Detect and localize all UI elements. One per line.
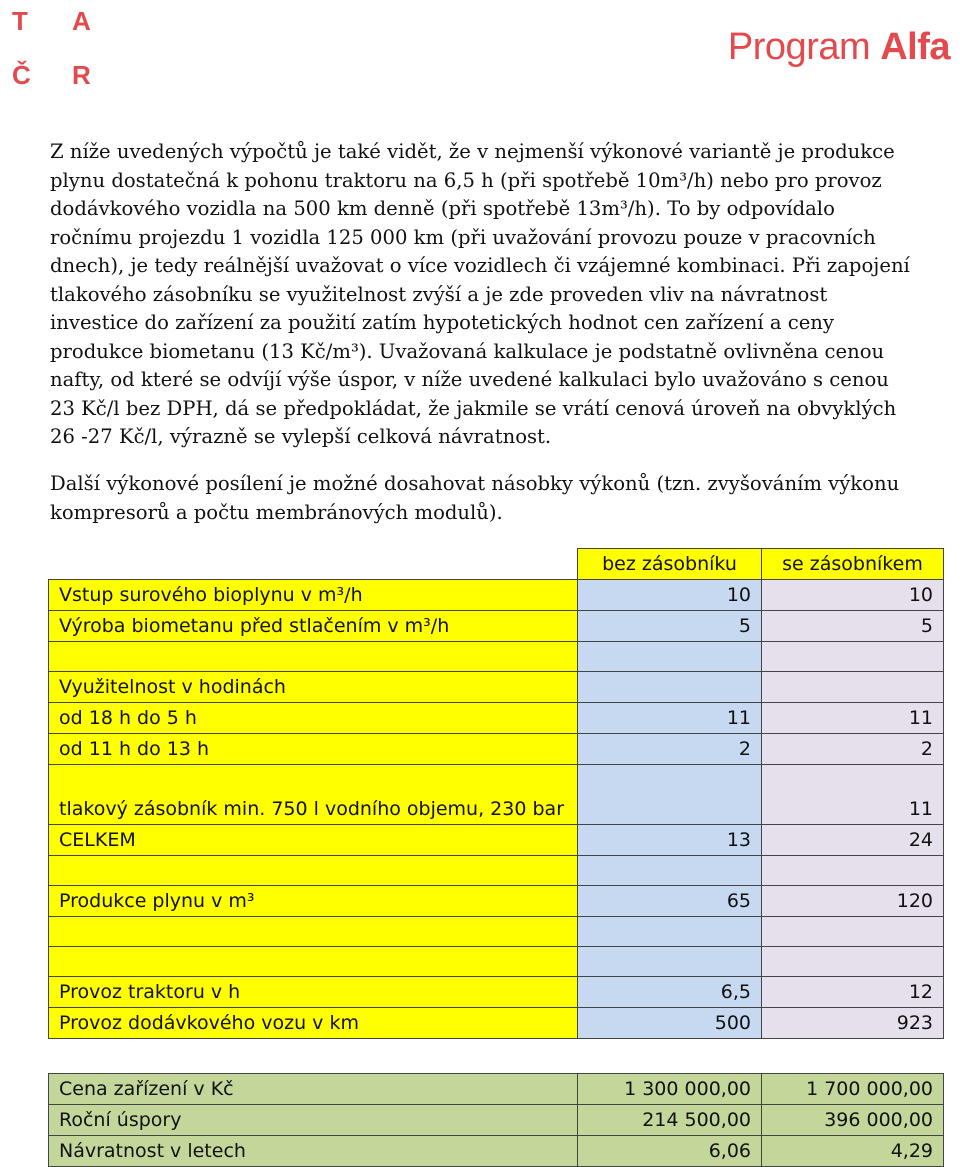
value-se-zasobnikem: 4,29: [762, 1136, 944, 1167]
value-se-zasobnikem: [762, 947, 944, 977]
table-row: [49, 611, 944, 642]
row-label: Návratnost v letech: [49, 1136, 578, 1167]
value-se-zasobnikem: [762, 856, 944, 886]
value-bez-zasobniku: [578, 642, 762, 672]
value-bez-zasobniku: [578, 765, 762, 825]
value-bez-zasobniku: 2: [578, 734, 762, 765]
value-bez-zasobniku: 13: [578, 825, 762, 856]
table-row: [49, 580, 944, 611]
row-label: Provoz dodávkového vozu v km: [49, 1008, 578, 1039]
table-header-row: [49, 549, 944, 580]
value-se-zasobnikem: [762, 672, 944, 703]
table-row: [49, 947, 944, 977]
value-se-zasobnikem: 923: [762, 1008, 944, 1039]
alfa-word: Alfa: [880, 26, 950, 68]
body-paragraph-1: Z níže uvedených výpočtů je také vidět, že v nejmenší výkonové variantě je produkce plynu dostatečná k pohonu traktoru na 6,5 h (při spotřebě 10m³/h) nebo pro provoz dodávkového vozidla na 500 km denně (při spotřebě 13m³/h). To by odpovídalo ročnímu projezdu 1 vozidla 125 000 km (při uvažování provozu pouze v pracovních dnech), je tedy reálnější uvažovat o více vozidlech či vzájemné kombinaci. Při zapojení tlakového zásobníku se využitelnost zvýší a je zde proveden vliv na návratnost investice do zařízení za použití zatím hypotetických hodnot cen zařízení a ceny produkce biometanu (13 Kč/m³). Uvažovaná kalkulace je podstatně ovlivněna cenou nafty, od které se odvíjí výše úspor, v níže uvedené kalkulaci bylo uvažováno s cenou 23 Kč/l bez DPH, dá se předpokládat, že jakmile se vrátí cenová úroveň na obvyklých 26 -27 Kč/l, výrazně se vylepší celková návratnost.: [50, 140, 910, 448]
table-row: [49, 977, 944, 1008]
row-label: tlakový zásobník min. 750 l vodního objemu, 230 bar: [49, 765, 578, 825]
value-se-zasobnikem: 396 000,00: [762, 1105, 944, 1136]
tacr-logo-letter: R: [72, 60, 91, 90]
value-bez-zasobniku: 6,5: [578, 977, 762, 1008]
row-label: od 11 h do 13 h: [49, 734, 578, 765]
row-label: Využitelnost v hodinách: [49, 672, 578, 703]
table-row: [49, 703, 944, 734]
value-bez-zasobniku: 6,06: [578, 1136, 762, 1167]
value-bez-zasobniku: [578, 917, 762, 947]
value-se-zasobnikem: 12: [762, 977, 944, 1008]
value-bez-zasobniku: 11: [578, 703, 762, 734]
value-se-zasobnikem: 5: [762, 611, 944, 642]
row-label: [49, 642, 578, 672]
tacr-logo-letter: A: [72, 6, 91, 36]
table-row: [49, 1105, 944, 1136]
table-row: [49, 734, 944, 765]
row-label: Produkce plynu v m³: [49, 886, 578, 917]
program-word: Program: [727, 26, 871, 68]
value-se-zasobnikem: 1 700 000,00: [762, 1074, 944, 1105]
value-bez-zasobniku: 5: [578, 611, 762, 642]
value-bez-zasobniku: 1 300 000,00: [578, 1074, 762, 1105]
production-table-body: [49, 549, 944, 1039]
value-se-zasobnikem: 11: [762, 703, 944, 734]
row-label: Roční úspory: [49, 1105, 578, 1136]
tacr-logo-letter: Č: [12, 60, 31, 90]
value-bez-zasobniku: 10: [578, 580, 762, 611]
table-row: [49, 1074, 944, 1105]
column-header: se zásobníkem: [762, 549, 944, 580]
value-bez-zasobniku: [578, 947, 762, 977]
table-row: [49, 672, 944, 703]
value-bez-zasobniku: 214 500,00: [578, 1105, 762, 1136]
tacr-logo-letter: T: [12, 6, 28, 36]
value-se-zasobnikem: 120: [762, 886, 944, 917]
value-bez-zasobniku: [578, 856, 762, 886]
table-row: [49, 1136, 944, 1167]
table-row: [49, 765, 944, 825]
table-row: [49, 642, 944, 672]
row-label: [49, 856, 578, 886]
table-row: [49, 917, 944, 947]
column-header: bez zásobníku: [578, 549, 762, 580]
row-label: Cena zařízení v Kč: [49, 1074, 578, 1105]
table-row: [49, 886, 944, 917]
header-empty-cell: [49, 549, 578, 580]
body-paragraph-2: Další výkonové posílení je možné dosahovat násobky výkonů (tzn. zvyšováním výkonu kompresorů a počtu membránových modulů).: [50, 472, 900, 524]
economics-table: [48, 1073, 944, 1167]
value-bez-zasobniku: [578, 672, 762, 703]
production-table: [48, 548, 944, 1039]
row-label: Vstup surového bioplynu v m³/h: [49, 580, 578, 611]
row-label: od 18 h do 5 h: [49, 703, 578, 734]
economics-table-body: [49, 1074, 944, 1167]
table-row: [49, 825, 944, 856]
tacr-logo: [8, 4, 98, 92]
value-se-zasobnikem: 11: [762, 765, 944, 825]
value-se-zasobnikem: [762, 917, 944, 947]
program-alfa-logo: [728, 26, 950, 69]
row-label: Provoz traktoru v h: [49, 977, 578, 1008]
row-label: [49, 917, 578, 947]
row-label: CELKEM: [49, 825, 578, 856]
value-bez-zasobniku: 65: [578, 886, 762, 917]
row-label: Výroba biometanu před stlačením v m³/h: [49, 611, 578, 642]
value-se-zasobnikem: 24: [762, 825, 944, 856]
value-se-zasobnikem: 10: [762, 580, 944, 611]
row-label: [49, 947, 578, 977]
value-se-zasobnikem: 2: [762, 734, 944, 765]
table-row: [49, 856, 944, 886]
value-se-zasobnikem: [762, 642, 944, 672]
table-row: [49, 1008, 944, 1039]
value-bez-zasobniku: 500: [578, 1008, 762, 1039]
